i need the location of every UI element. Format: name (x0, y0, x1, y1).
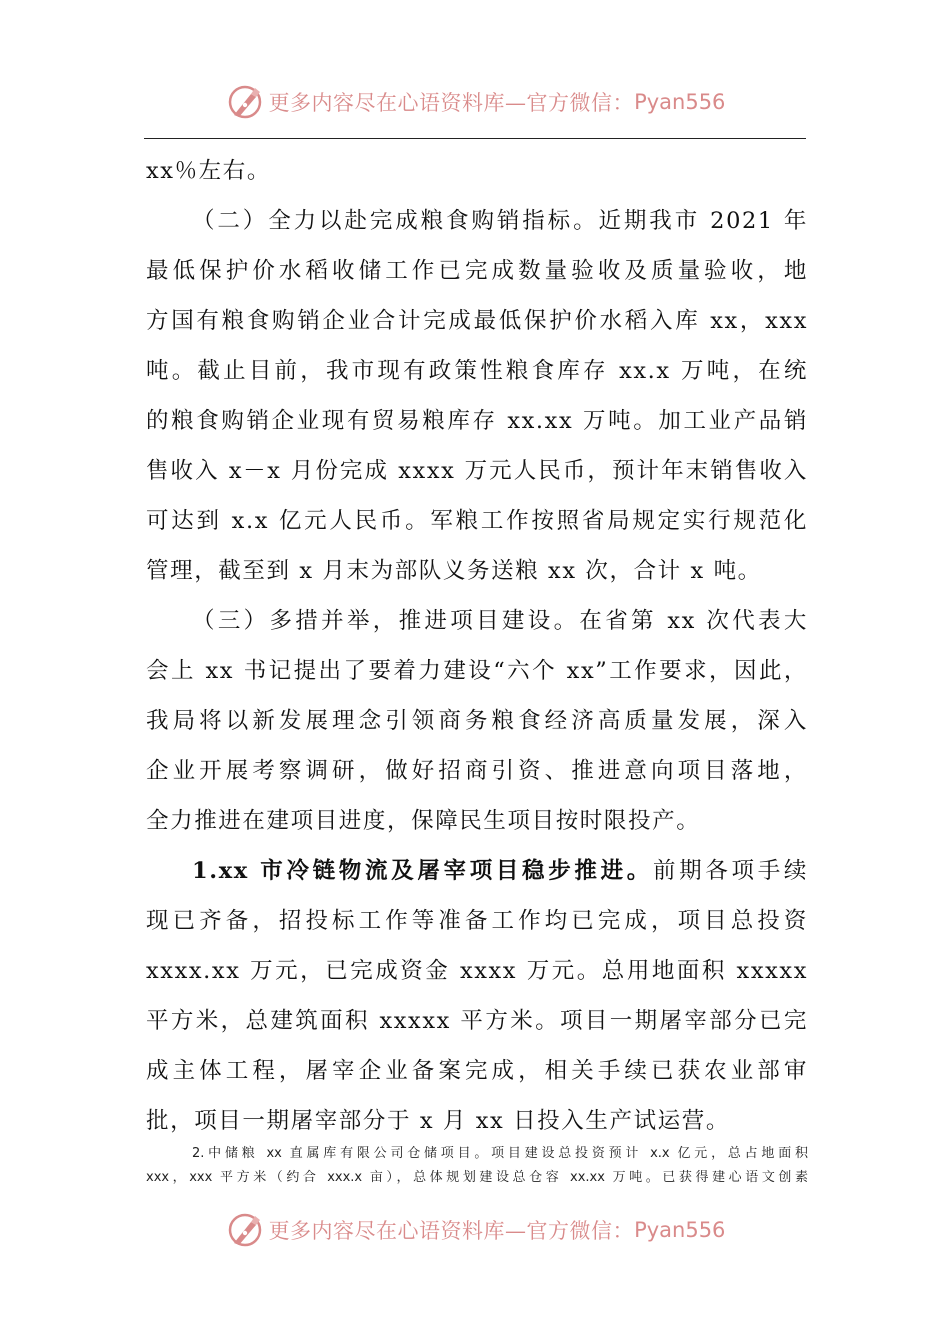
document-body (146, 146, 808, 1146)
paragraph-start: （三）多措并举，推进项目建设。在省第 xx 次代表大 (192, 608, 808, 634)
text-line: 的粮食购销企业现有贸易粮库存 xx.xx 万吨。加工业产品销 (146, 408, 808, 434)
text-line: 现已齐备，招投标工作等准备工作均已完成，项目总投资 (146, 908, 808, 934)
text-line: 售收入 x－x 月份完成 xxxx 万元人民币，预计年末销售收入 (146, 458, 808, 484)
text-line: 可达到 x.x 亿元人民币。军粮工作按照省局规定实行规范化 (146, 508, 808, 534)
text-line: 管理，截至到 x 月末为部队义务送粮 xx 次，合计 x 吨。 (146, 558, 762, 584)
text-line: 全力推进在建项目进度，保障民生项目按时限投产。 (146, 808, 701, 834)
text-line: 方国有粮食购销企业合计完成最低保护价水稻入库 xx，xxx (146, 308, 808, 334)
text-line: 成主体工程，屠宰企业备案完成，相关手续已获农业部审 (146, 1058, 808, 1084)
small-text-line: 2.中储粮 xx 直属库有限公司仓储项目。项目建设总投资预计 x.x 亿元，总占地面积 (192, 1146, 808, 1161)
text-line: xx％左右。 (146, 158, 271, 184)
text-line: 企业开展考察调研，做好招商引资、推进意向项目落地， (146, 758, 808, 784)
small-text-block (146, 1142, 808, 1190)
footer-banner (0, 1208, 950, 1252)
paragraph-start: （二）全力以赴完成粮食购销指标。近期我市 2021 年 (192, 208, 808, 234)
item-heading: 1.xx 市冷链物流及屠宰项目稳步推进。 (192, 858, 653, 884)
banner-text: 更多内容尽在心语资料库—官方微信： (268, 1219, 635, 1243)
item-heading-rest: 前期各项手续 (652, 858, 808, 884)
small-text-line: xxx，xxx 平方米（约合 xxx.x 亩），总体规划建设总仓容 xx.xx 万吨。已获得建心语文创素 (146, 1170, 808, 1185)
item-heading-line (146, 846, 808, 896)
text-line: 批，项目一期屠宰部分于 x 月 xx 日投入生产试运营。 (146, 1108, 730, 1134)
header-banner (0, 80, 950, 124)
pen-nib-logo-icon (225, 1210, 265, 1250)
text-line: 最低保护价水稻收储工作已完成数量验收及质量验收，地 (146, 258, 808, 284)
header-rule (144, 138, 806, 139)
text-line: 吨。截止目前，我市现有政策性粮食库存 xx.x 万吨，在统 (146, 358, 808, 384)
pen-nib-logo-icon (225, 82, 265, 122)
text-line: 平方米，总建筑面积 xxxxx 平方米。项目一期屠宰部分已完 (146, 1008, 808, 1034)
text-line: 会上 xx 书记提出了要着力建设“六个 xx”工作要求，因此， (146, 658, 808, 684)
banner-wechat-id: Pyan556 (634, 90, 726, 114)
text-line: 我局将以新发展理念引领商务粮食经济高质量发展，深入 (146, 708, 808, 734)
banner-wechat-id: Pyan556 (634, 1218, 726, 1242)
text-line: xxxx.xx 万元，已完成资金 xxxx 万元。总用地面积 xxxxx (146, 958, 808, 984)
banner-text: 更多内容尽在心语资料库—官方微信： (268, 91, 635, 115)
